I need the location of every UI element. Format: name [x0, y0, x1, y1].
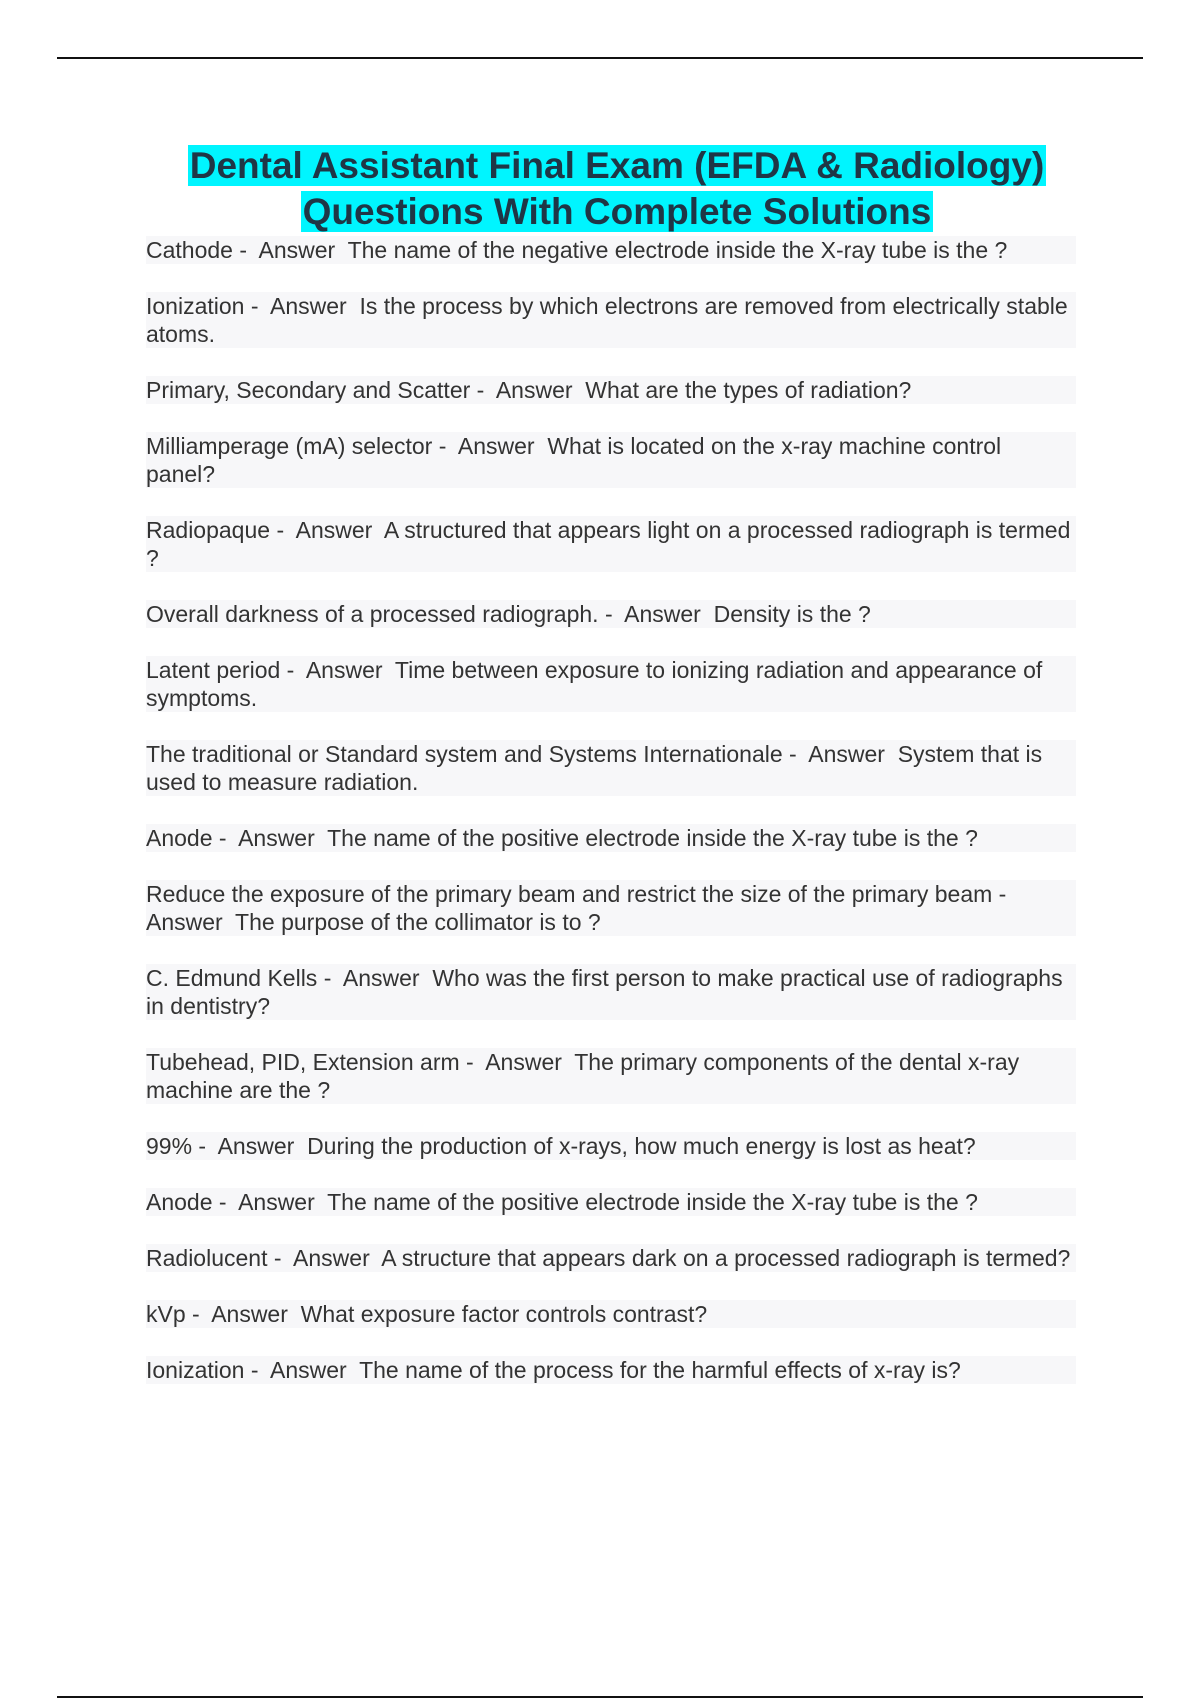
- qa-item: Ionization - Answer The name of the process for the harmful effects of x-ray is?: [146, 1356, 1076, 1384]
- qa-item: Latent period - Answer Time between exposure to ionizing radiation and appearance of symptoms.: [146, 656, 1076, 712]
- qa-item: 99% - Answer During the production of x-rays, how much energy is lost as heat?: [146, 1132, 1076, 1160]
- title-line-1: Dental Assistant Final Exam (EFDA & Radiology): [189, 145, 1045, 186]
- bottom-rule: [57, 1696, 1143, 1698]
- qa-item: Primary, Secondary and Scatter - Answer What are the types of radiation?: [146, 376, 1076, 404]
- qa-item: The traditional or Standard system and Systems Internationale - Answer System that is used to measure radiation.: [146, 740, 1076, 796]
- qa-item: Tubehead, PID, Extension arm - Answer The primary components of the dental x-ray machine are the ?: [146, 1048, 1076, 1104]
- top-rule: [57, 57, 1143, 59]
- qa-item: Anode - Answer The name of the positive electrode inside the X-ray tube is the ?: [146, 824, 1076, 852]
- qa-item: kVp - Answer What exposure factor controls contrast?: [146, 1300, 1076, 1328]
- qa-item: Cathode - Answer The name of the negative electrode inside the X-ray tube is the ?: [146, 236, 1076, 264]
- qa-item: C. Edmund Kells - Answer Who was the first person to make practical use of radiographs in dentistry?: [146, 964, 1076, 1020]
- qa-item: Ionization - Answer Is the process by which electrons are removed from electrically stable atoms.: [146, 293, 1075, 347]
- qa-item: Radiolucent - Answer A structure that appears dark on a processed radiograph is termed?: [146, 1244, 1076, 1272]
- qa-item: Reduce the exposure of the primary beam and restrict the size of the primary beam - Answer The purpose of the collimator is to ?: [146, 880, 1076, 936]
- qa-item: Radiopaque - Answer A structured that appears light on a processed radiograph is termed ?: [146, 517, 1077, 571]
- qa-item: Anode - Answer The name of the positive electrode inside the X-ray tube is the ?: [146, 1188, 1076, 1216]
- qa-list: [146, 236, 1076, 1412]
- title-line-2: Questions With Complete Solutions: [302, 191, 932, 232]
- qa-item: Milliamperage (mA) selector - Answer What is located on the x-ray machine control panel?: [146, 432, 1076, 488]
- document-title: [144, 143, 1090, 235]
- qa-item: Overall darkness of a processed radiograph. - Answer Density is the ?: [146, 600, 1076, 628]
